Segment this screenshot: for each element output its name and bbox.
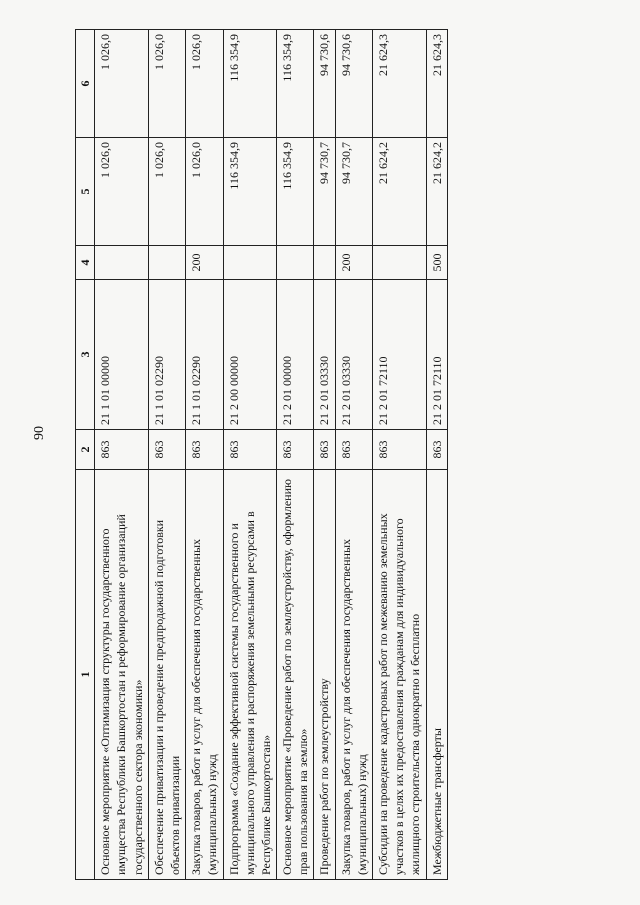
row-col5: 1 026,0: [95, 138, 149, 246]
table-row: [426, 30, 447, 880]
row-col2: 863: [95, 430, 149, 470]
row-name: Основное мероприятие «Проведение работ по землеустройству, оформлению прав пользования на землю»: [277, 470, 314, 880]
row-col2: 863: [335, 430, 372, 470]
row-col3: 21 2 01 72110: [373, 280, 427, 430]
row-col2: 863: [148, 430, 185, 470]
header-col-5: 5: [76, 138, 95, 246]
row-col3: 21 2 00 00000: [223, 280, 277, 430]
row-name: Закупка товаров, работ и услуг для обеспечения государственных (муниципальных) нужд: [186, 470, 223, 880]
row-col3: 21 1 01 02290: [148, 280, 185, 430]
row-col5: 116 354,9: [277, 138, 314, 246]
header-col-6: 6: [76, 30, 95, 138]
row-col6: 21 624,3: [373, 30, 427, 138]
header-col-3: 3: [76, 280, 95, 430]
row-col6: 116 354,9: [223, 30, 277, 138]
row-name: Проведение работ по землеустройству: [314, 470, 335, 880]
row-name: Межбюджетные трансферты: [426, 470, 447, 880]
table-row: [186, 30, 223, 880]
header-row: [76, 30, 95, 880]
row-col3: 21 2 01 03330: [335, 280, 372, 430]
row-col2: 863: [277, 430, 314, 470]
row-col5: 94 730,7: [335, 138, 372, 246]
row-col6: 1 026,0: [186, 30, 223, 138]
table-row: [95, 30, 149, 880]
row-col5: 1 026,0: [186, 138, 223, 246]
row-col2: 863: [223, 430, 277, 470]
row-col2: 863: [426, 430, 447, 470]
row-col3: 21 2 01 03330: [314, 280, 335, 430]
row-col5: 21 624,2: [373, 138, 427, 246]
row-name: Основное мероприятие «Оптимизация структуры государственного имущества Республики Башкортостан и реформирование организаций государственного сектора экономики»: [95, 470, 149, 880]
row-col6: 94 730,6: [314, 30, 335, 138]
row-col4: 200: [335, 246, 372, 280]
row-col4: [95, 246, 149, 280]
row-col6: 116 354,9: [277, 30, 314, 138]
row-col3: 21 1 01 02290: [186, 280, 223, 430]
row-col4: 200: [186, 246, 223, 280]
rotated-table-container: [75, 30, 525, 880]
row-col4: [373, 246, 427, 280]
row-col4: 500: [426, 246, 447, 280]
row-col6: 1 026,0: [95, 30, 149, 138]
table-row: [373, 30, 427, 880]
row-col5: 116 354,9: [223, 138, 277, 246]
header-col-2: 2: [76, 430, 95, 470]
table-row: [335, 30, 372, 880]
row-col3: 21 2 01 00000: [277, 280, 314, 430]
table-row: [277, 30, 314, 880]
table-row: [314, 30, 335, 880]
row-col4: [277, 246, 314, 280]
table-row: [223, 30, 277, 880]
row-col4: [314, 246, 335, 280]
row-name: Закупка товаров, работ и услуг для обеспечения государственных (муниципальных) нужд: [335, 470, 372, 880]
row-col6: 1 026,0: [148, 30, 185, 138]
row-name: Подпрограмма «Создание эффективной системы государственного и муниципального управления и распоряжения земельными ресурсами в Республике Башкортостан»: [223, 470, 277, 880]
row-col6: 94 730,6: [335, 30, 372, 138]
table-row: [148, 30, 185, 880]
row-col6: 21 624,3: [426, 30, 447, 138]
row-col5: 94 730,7: [314, 138, 335, 246]
header-col-1: 1: [76, 470, 95, 880]
row-col5: 21 624,2: [426, 138, 447, 246]
row-col2: 863: [186, 430, 223, 470]
row-col2: 863: [314, 430, 335, 470]
budget-table: [75, 29, 448, 880]
row-name: Субсидии на проведение кадастровых работ по межеванию земельных участков в целях их предоставления гражданам для индивидуального жилищного строительства однократно и бесплатно: [373, 470, 427, 880]
row-col2: 863: [373, 430, 427, 470]
row-name: Обеспечение приватизации и проведение предпродажной подготовки объектов приватизации: [148, 470, 185, 880]
row-col4: [148, 246, 185, 280]
row-col5: 1 026,0: [148, 138, 185, 246]
row-col3: 21 1 01 00000: [95, 280, 149, 430]
row-col3: 21 2 01 72110: [426, 280, 447, 430]
header-col-4: 4: [76, 246, 95, 280]
page-number: 90: [32, 426, 47, 440]
row-col4: [223, 246, 277, 280]
